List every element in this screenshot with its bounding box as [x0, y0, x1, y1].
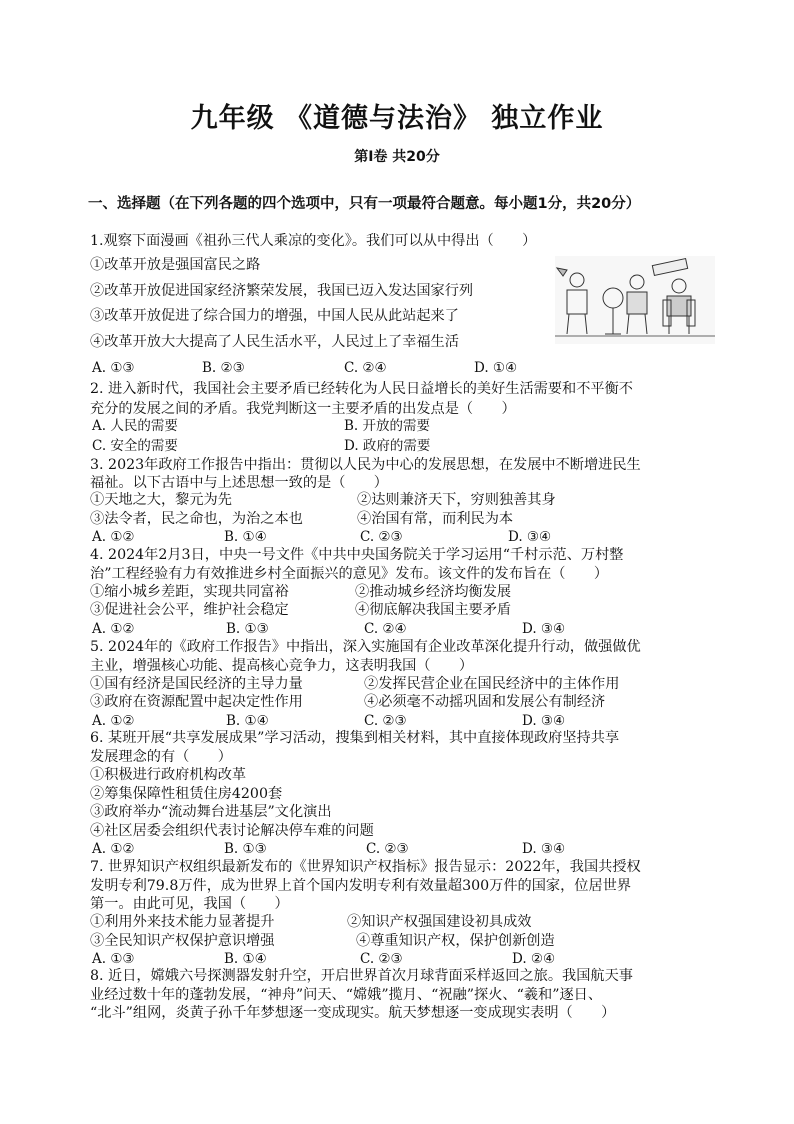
question-5-stem: 5. 2024年的《政府工作报告》中指出，深入实施国有企业改革深化提升行动，做强做优 [90, 639, 641, 655]
question-6-item: ④社区居委会组织代表讨论解决停车难的问题 [90, 823, 374, 839]
question-8-stem: 业经过数十年的蓬勃发展，“神舟”问天、“嫦娥”揽月、“祝融”探火、“羲和”逐日、 [90, 987, 603, 1003]
option-d: D. ③④ [522, 713, 566, 729]
question-1-item: ③改革开放促进了综合国力的增强，中国人民从此站起来了 [90, 308, 459, 324]
option-b: B. ①③ [226, 621, 269, 637]
option-d: D. ①④ [474, 360, 518, 376]
question-7-item: ①利用外来技术能力显著提升 [90, 914, 275, 930]
option-b: B. 开放的需要 [344, 418, 431, 434]
option-a: A. ①② [92, 713, 135, 729]
question-1-item: ①改革开放是强国富民之路 [90, 257, 261, 273]
option-a: A. ①② [92, 841, 135, 857]
question-3-item: ③法令者，民之命也，为治之本也 [90, 511, 303, 527]
option-b: B. ①④ [226, 713, 269, 729]
question-6-stem: 发展理念的有（ ） [90, 749, 232, 765]
option-d: D. ②④ [512, 951, 556, 967]
question-4-item: ②推动城乡经济均衡发展 [355, 584, 512, 600]
question-5-item: ③政府在资源配置中起决定性作用 [90, 694, 303, 710]
question-2-stem: 充分的发展之间的矛盾。我党判断这一主要矛盾的出发点是（ ） [90, 401, 516, 417]
option-a: A. ①③ [92, 951, 135, 967]
question-6-stem: 6. 某班开展“共享发展成果”学习活动，搜集到相关材料，其中直接体现政府坚持共享 [90, 730, 620, 746]
question-6-item: ①积极进行政府机构改革 [90, 767, 247, 783]
option-b: B. ①④ [224, 529, 267, 545]
question-1-item: ②改革开放促进国家经济繁荣发展，我国已迈入发达国家行列 [90, 283, 474, 299]
option-d: D. 政府的需要 [344, 438, 431, 454]
section-heading: 一、选择题（在下列各题的四个选项中，只有一项最符合题意。每小题1分，共20分） [88, 196, 641, 212]
question-8-stem: 8. 近日，嫦娥六号探测器发射升空，开启世界首次月球背面采样返回之旅。我国航天事 [90, 968, 633, 984]
question-1-stem: 1.观察下面漫画《祖孙三代人乘凉的变化》。我们可以从中得出（ ） [90, 233, 537, 249]
option-b: B. ①③ [224, 841, 267, 857]
question-7-item: ②知识产权强国建设初具成效 [347, 914, 532, 930]
question-3-item: ④治国有常，而利民为本 [357, 511, 514, 527]
option-c: C. ②③ [360, 529, 403, 545]
option-d: D. ③④ [522, 621, 566, 637]
question-3-item: ②达则兼济天下，穷则独善其身 [357, 492, 556, 508]
question-3-stem: 3. 2023年政府工作报告中指出：贯彻以人民为中心的发展思想，在发展中不断增进民生 [90, 457, 641, 473]
question-4-item: ③促进社会公平，维护社会稳定 [90, 602, 289, 618]
question-7-item: ③全民知识产权保护意识增强 [90, 933, 275, 949]
question-5-item: ②发挥民营企业在国民经济中的主体作用 [364, 676, 620, 692]
option-b: B. ②③ [202, 360, 245, 376]
option-a: A. ①② [92, 529, 135, 545]
question-4-stem: 4. 2024年2月3日，中央一号文件《中共中央国务院关于学习运用“千村示范、万村整 [90, 547, 624, 563]
paper-section-label: 第Ⅰ卷 共20分 [354, 149, 440, 165]
question-6-item: ③政府举办“流动舞台进基层”文化演出 [90, 804, 332, 820]
question-7-item: ④尊重知识产权，保护创新创造 [356, 933, 555, 949]
question-1-item: ④改革开放大大提高了人民生活水平，人民过上了幸福生活 [90, 334, 459, 350]
question-5-stem: 主业，增强核心功能、提高核心竞争力，这表明我国（ ） [90, 658, 474, 674]
question-3-stem: 福祉。以下古语中与上述思想一致的是（ ） [90, 475, 388, 491]
question-5-item: ④必须毫不动摇巩固和发展公有制经济 [364, 694, 606, 710]
option-d: D. ③④ [522, 841, 566, 857]
option-a: A. ①② [92, 621, 135, 637]
question-4-item: ④彻底解决我国主要矛盾 [355, 602, 512, 618]
question-7-stem: 第一。由此可见，我国（ ） [90, 896, 289, 912]
option-c: C. ②④ [344, 360, 387, 376]
question-6-item: ②筹集保障性租赁住房4200套 [90, 786, 283, 802]
option-d: D. ③④ [508, 529, 552, 545]
question-3-item: ①天地之大，黎元为先 [90, 492, 232, 508]
option-a: A. ①③ [92, 360, 135, 376]
question-4-stem: 治”工程经验有力有效推进乡村全面振兴的意见》发布。该文件的发布旨在（ ） [90, 566, 609, 582]
question-7-stem: 发明专利79.8万件，成为世界上首个国内发明专利有效量超300万件的国家，位居世界 [90, 878, 632, 894]
option-b: B. ①④ [224, 951, 267, 967]
option-a: A. 人民的需要 [92, 418, 178, 434]
page-title: 九年级 《道德与法治》 独立作业 [190, 103, 604, 134]
option-c: C. ②③ [366, 841, 409, 857]
question-4-item: ①缩小城乡差距，实现共同富裕 [90, 584, 289, 600]
option-c: C. ②③ [364, 713, 407, 729]
option-c: C. 安全的需要 [92, 438, 178, 454]
question-5-item: ①国有经济是国民经济的主导力量 [90, 676, 303, 692]
question-2-stem: 2. 进入新时代，我国社会主要矛盾已经转化为人民日益增长的美好生活需要和不平衡不 [90, 381, 633, 397]
option-c: C. ②③ [360, 951, 403, 967]
question-8-stem: “北斗”组网，炎黄子孙千年梦想逐一变成现实。航天梦想逐一变成现实表明（ ） [90, 1005, 616, 1021]
cartoon-illustration [555, 256, 715, 344]
question-7-stem: 7. 世界知识产权组织最新发布的《世界知识产权指标》报告显示：2022年，我国共授权 [90, 859, 641, 875]
option-c: C. ②④ [364, 621, 407, 637]
